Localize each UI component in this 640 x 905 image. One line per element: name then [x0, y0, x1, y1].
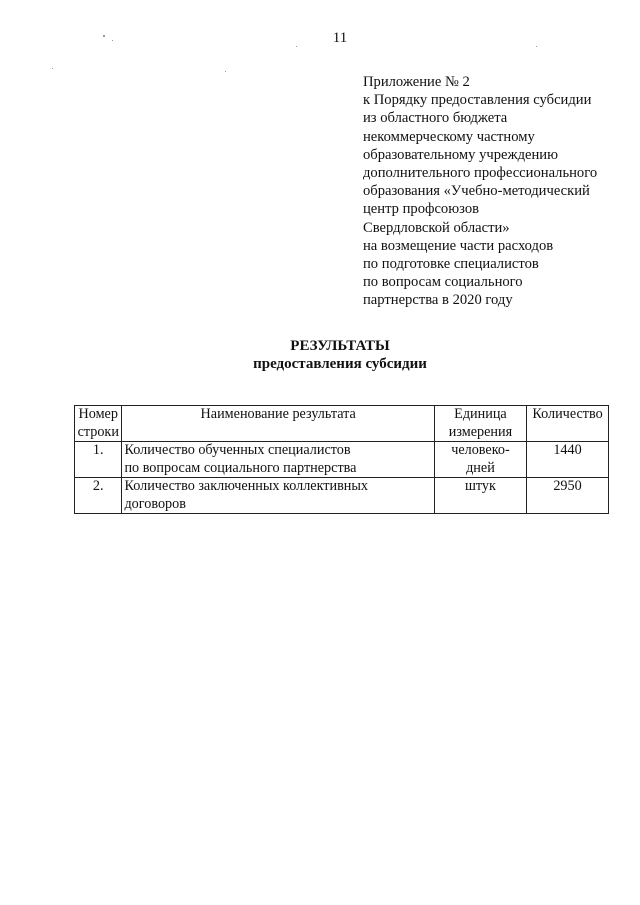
cell-name: [122, 442, 434, 478]
appendix-line: образования «Учебно-методический: [363, 183, 590, 200]
header-unit: [434, 406, 526, 442]
cell-quantity: 2950: [527, 478, 609, 514]
cell-unit: [434, 442, 526, 478]
header-number-line: строки: [77, 423, 119, 440]
appendix-line: к Порядку предоставления субсидии: [363, 92, 592, 109]
cell-number: 2.: [75, 478, 122, 514]
header-unit-line: Единица: [454, 406, 507, 422]
cell-name-line: Количество обученных специалистов: [124, 442, 351, 458]
header-number-line: Номер: [78, 406, 118, 422]
appendix-header: [363, 73, 633, 310]
appendix-line: образовательному учреждению: [363, 146, 558, 163]
document-title: [0, 337, 640, 373]
cell-quantity: 1440: [527, 442, 609, 478]
title-subtitle: предоставления субсидии: [253, 356, 427, 372]
table-row: [75, 442, 609, 478]
header-quantity: [527, 406, 609, 442]
cell-unit-line: дней: [466, 459, 495, 476]
header-name-text: Наименование результата: [200, 406, 356, 422]
table-row: [75, 478, 609, 514]
appendix-line: Приложение № 2: [363, 74, 470, 90]
results-table: [74, 405, 609, 514]
appendix-line: партнерства в 2020 году: [363, 292, 513, 309]
page-number: 11: [332, 30, 348, 46]
scan-speck: [536, 46, 537, 47]
appendix-line: по вопросам социального: [363, 274, 523, 291]
cell-number: 1.: [75, 442, 122, 478]
scan-speck: [296, 46, 297, 47]
appendix-line: Свердловской области»: [363, 219, 510, 236]
scan-speck: [112, 40, 113, 41]
header-name: [122, 406, 434, 442]
cell-unit-line: человеко-: [451, 442, 510, 458]
cell-unit: [434, 478, 526, 514]
appendix-line: некоммерческому частному: [363, 128, 535, 145]
title-main: РЕЗУЛЬТАТЫ: [290, 338, 390, 354]
appendix-line: по подготовке специалистов: [363, 256, 539, 273]
header-number: [75, 406, 122, 442]
cell-name: [122, 478, 434, 514]
appendix-line: центр профсоюзов: [363, 201, 480, 218]
scan-speck: [225, 71, 226, 72]
header-quantity-text: Количество: [532, 406, 603, 422]
appendix-line: на возмещение части расходов: [363, 237, 554, 254]
scan-speck: [52, 68, 53, 69]
header-unit-line: измерения: [448, 423, 513, 440]
cell-name-line: по вопросам социального партнерства: [124, 459, 357, 476]
cell-unit-line: штук: [464, 478, 496, 494]
cell-name-line: Количество заключенных коллективных: [124, 478, 369, 494]
cell-name-line: договоров: [124, 495, 186, 512]
scan-speck: [103, 35, 105, 37]
table-header-row: [75, 406, 609, 442]
appendix-line: дополнительного профессионального: [363, 165, 598, 182]
appendix-line: из областного бюджета: [363, 110, 508, 127]
